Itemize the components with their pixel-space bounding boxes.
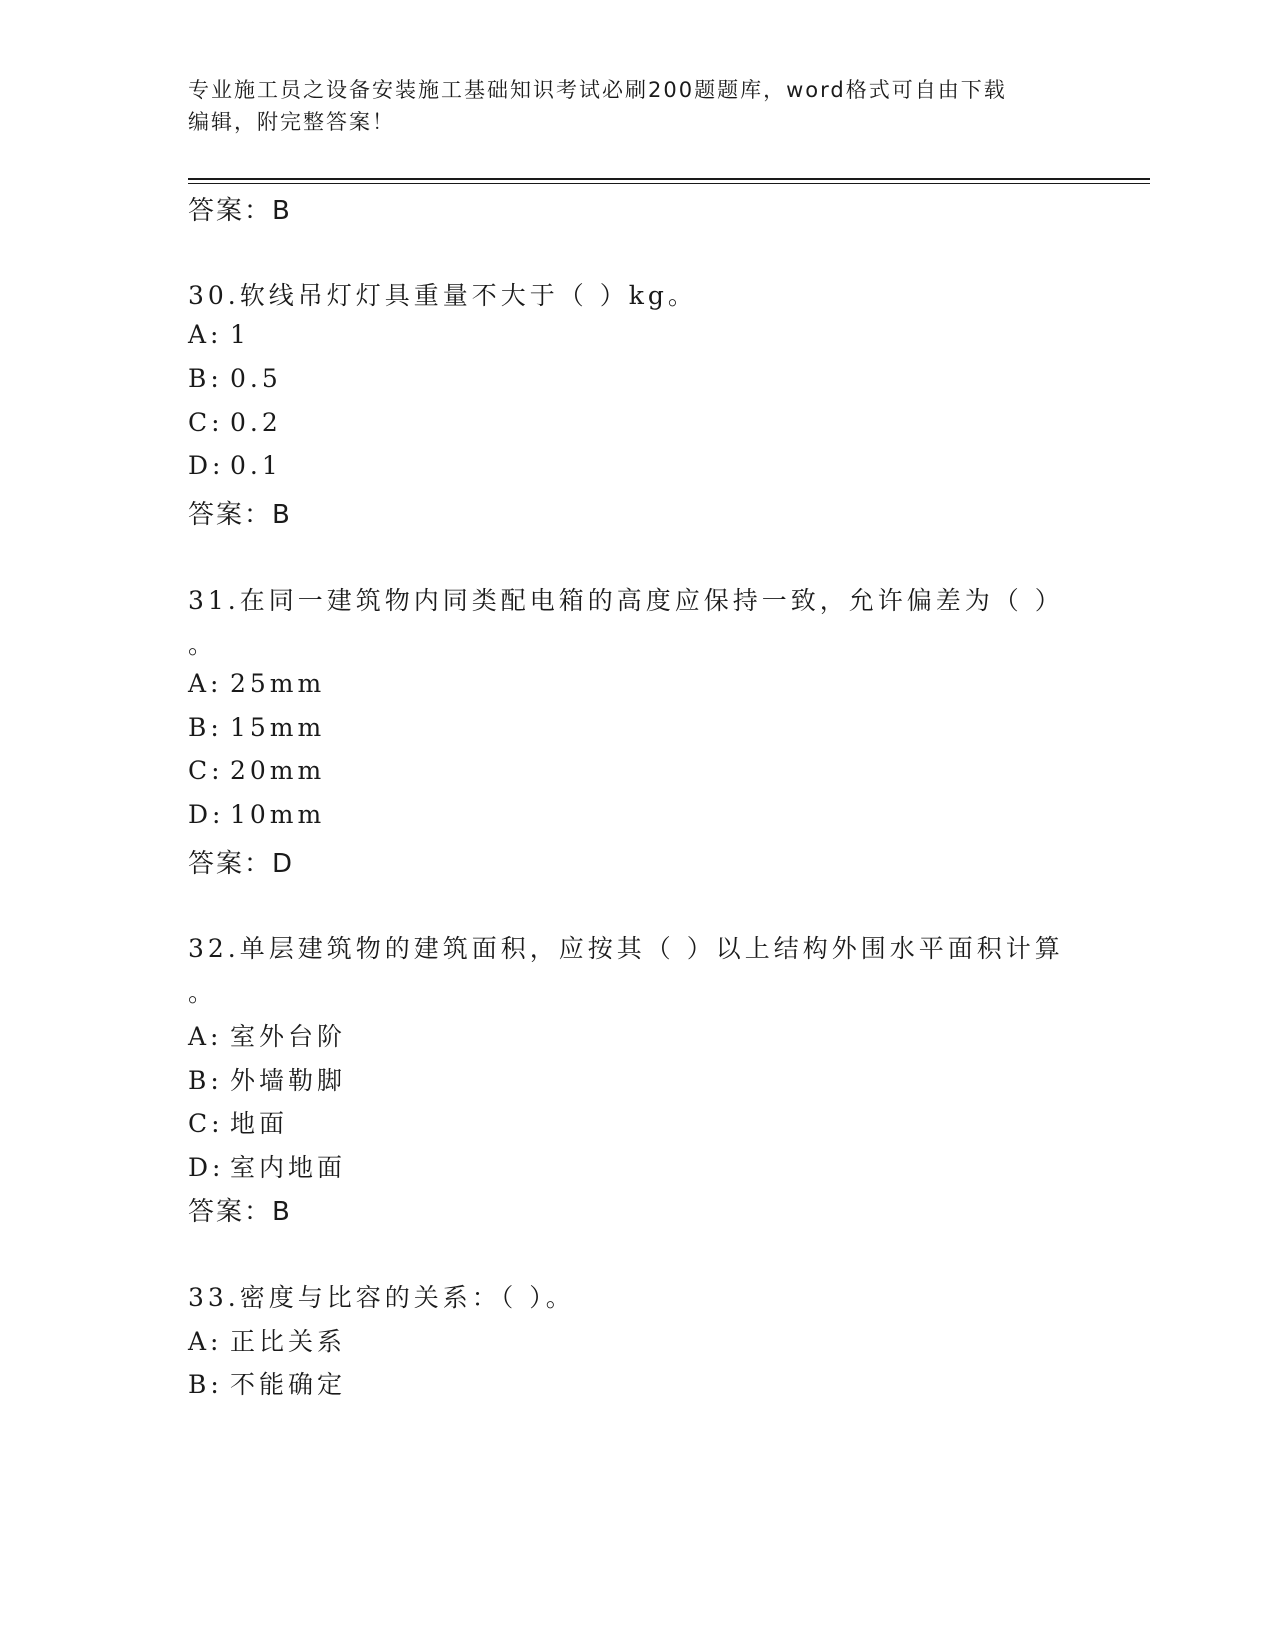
option-letter: A: xyxy=(188,1022,223,1051)
option-text: 0.2 xyxy=(230,408,282,437)
header-rule-thin xyxy=(188,183,1150,184)
option-b xyxy=(188,364,282,393)
header-line-1: 专业施工员之设备安装施工基础知识考试必刷200题题库，word格式可自由下载 xyxy=(188,78,1007,102)
option-b xyxy=(188,713,325,742)
option-text: 正比关系 xyxy=(230,1327,347,1356)
option-a xyxy=(188,1017,346,1053)
option-text: 0.1 xyxy=(230,451,282,480)
option-text: 15mm xyxy=(230,713,326,742)
page-header xyxy=(188,74,1068,138)
option-letter: D: xyxy=(188,1153,225,1182)
option-d xyxy=(188,1148,346,1184)
option-text: 地面 xyxy=(230,1109,289,1138)
option-d xyxy=(188,800,325,829)
option-letter: A: xyxy=(188,320,223,349)
option-text: 25mm xyxy=(230,669,326,698)
option-text: 1 xyxy=(230,320,250,349)
option-letter: C: xyxy=(188,408,224,437)
answer: 答案：D xyxy=(188,849,295,879)
question-stem: 32.单层建筑物的建筑面积，应按其（ ）以上结构外围水平面积计算 xyxy=(188,934,1064,963)
header-line-2: 编辑，附完整答案！ xyxy=(188,110,395,134)
option-b xyxy=(188,1061,346,1097)
question-stem: 31.在同一建筑物内同类配电箱的高度应保持一致，允许偏差为（ ） xyxy=(188,586,1064,615)
answer: 答案：B xyxy=(188,1197,292,1227)
option-text: 室内地面 xyxy=(230,1153,347,1182)
option-text: 室外台阶 xyxy=(230,1022,347,1051)
option-text: 10mm xyxy=(230,800,326,829)
option-letter: C: xyxy=(188,756,224,785)
option-letter: B: xyxy=(188,1066,223,1095)
question-stem: 33.密度与比容的关系：（ ）。 xyxy=(188,1283,575,1312)
option-a xyxy=(188,669,325,698)
option-letter: B: xyxy=(188,364,223,393)
option-text: 0.5 xyxy=(230,364,282,393)
option-text: 20mm xyxy=(230,756,326,785)
question-stem: 30.软线吊灯灯具重量不大于（ ）kg。 xyxy=(188,281,697,310)
option-c xyxy=(188,756,325,785)
option-letter: A: xyxy=(188,669,223,698)
option-a xyxy=(188,1322,346,1358)
option-letter: D: xyxy=(188,800,225,829)
option-text: 不能确定 xyxy=(230,1370,347,1399)
option-letter: A: xyxy=(188,1327,223,1356)
header-rule-thick xyxy=(188,178,1150,180)
question-stem-continuation: 。 xyxy=(188,978,218,1007)
option-d xyxy=(188,451,282,480)
answer: 答案：B xyxy=(188,500,292,530)
option-c xyxy=(188,408,282,437)
option-letter: B: xyxy=(188,713,223,742)
question-stem-continuation: 。 xyxy=(188,630,218,659)
option-b xyxy=(188,1365,346,1401)
option-c xyxy=(188,1104,288,1140)
option-letter: D: xyxy=(188,451,225,480)
previous-answer: 答案：B xyxy=(188,196,292,226)
option-letter: B: xyxy=(188,1370,223,1399)
option-letter: C: xyxy=(188,1109,224,1138)
option-a xyxy=(188,320,250,349)
option-text: 外墙勒脚 xyxy=(230,1066,347,1095)
